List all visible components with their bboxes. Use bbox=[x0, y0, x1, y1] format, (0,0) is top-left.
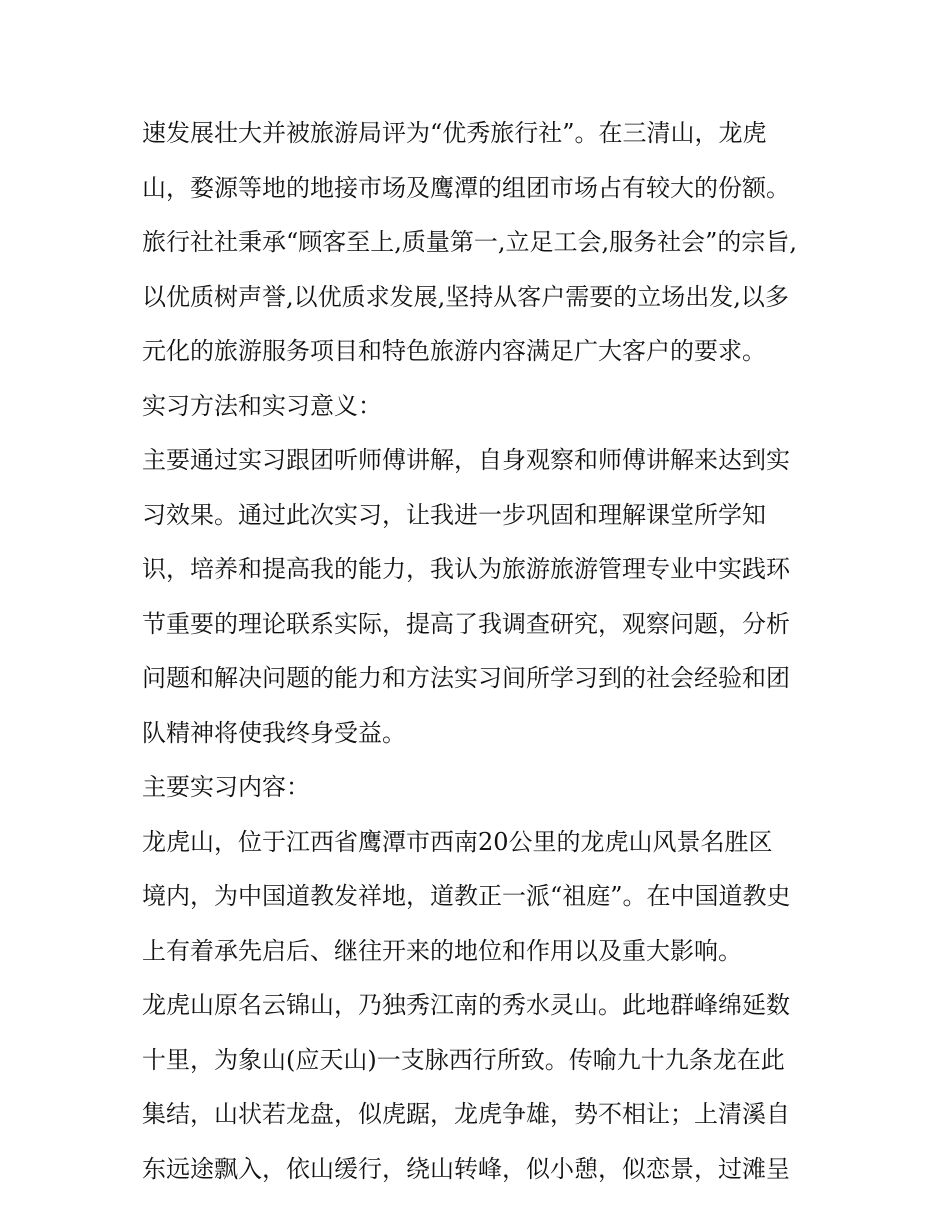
text-line: 速发展壮大并被旅游局评为“优秀旅行社”。在三清山，龙虎 bbox=[142, 119, 767, 147]
text-line: 识，培养和提高我的能力，我认为旅游旅游管理专业中实践环 bbox=[142, 555, 790, 583]
text-line: 习效果。通过此次实习，让我进一步巩固和理解课堂所学知 bbox=[142, 500, 766, 529]
text-line: 十里，为象山(应天山)一支脉西行所致。传喻九十九条龙在此 bbox=[142, 1045, 785, 1074]
text-line: 龙虎山原名云锦山，乃独秀江南的秀水灵山。此地群峰绵延数 bbox=[142, 991, 790, 1019]
text-line: 以优质树声誉,以优质求发展,坚持从客户需要的立场出发,以多 bbox=[142, 282, 789, 311]
text-line: 上有着承先启后、继往开来的地位和作用以及重大影响。 bbox=[142, 936, 742, 965]
section-heading-content: 主要实习内容： bbox=[142, 773, 310, 801]
text-line: 龙虎山，位于江西省鹰潭市西南20公里的龙虎山风景名胜区 bbox=[142, 827, 773, 856]
text-line: 主要通过实习跟团听师傅讲解，自身观察和师傅讲解来达到实 bbox=[142, 446, 790, 474]
text-line: 山，婺源等地的地接市场及鹰潭的组团市场占有较大的份额。 bbox=[142, 173, 790, 202]
text-line: 境内，为中国道教发祥地，道教正一派“祖庭”。在中国道教史 bbox=[142, 882, 791, 910]
body-text bbox=[142, 106, 822, 1196]
text-line: 节重要的理论联系实际，提高了我调查研究，观察问题，分析 bbox=[142, 609, 790, 638]
text-line: 问题和解决问题的能力和方法实习间所学习到的社会经验和团 bbox=[142, 664, 790, 692]
text-line: 集结，山状若龙盘，似虎踞，龙虎争雄，势不相让；上清溪自 bbox=[142, 1100, 790, 1128]
text-line: 旅行社社秉承“顾客至上,质量第一,立足工会,服务社会”的宗旨, bbox=[142, 228, 798, 256]
text-line: 队精神将使我终身受益。 bbox=[142, 718, 406, 747]
section-heading-method: 实习方法和实习意义： bbox=[142, 391, 382, 420]
text-line: 东远途飘入，依山缓行，绕山转峰，似小憩，似恋景，过滩呈 bbox=[142, 1154, 790, 1183]
text-line: 元化的旅游服务项目和特色旅游内容满足广大客户的要求。 bbox=[142, 337, 766, 365]
